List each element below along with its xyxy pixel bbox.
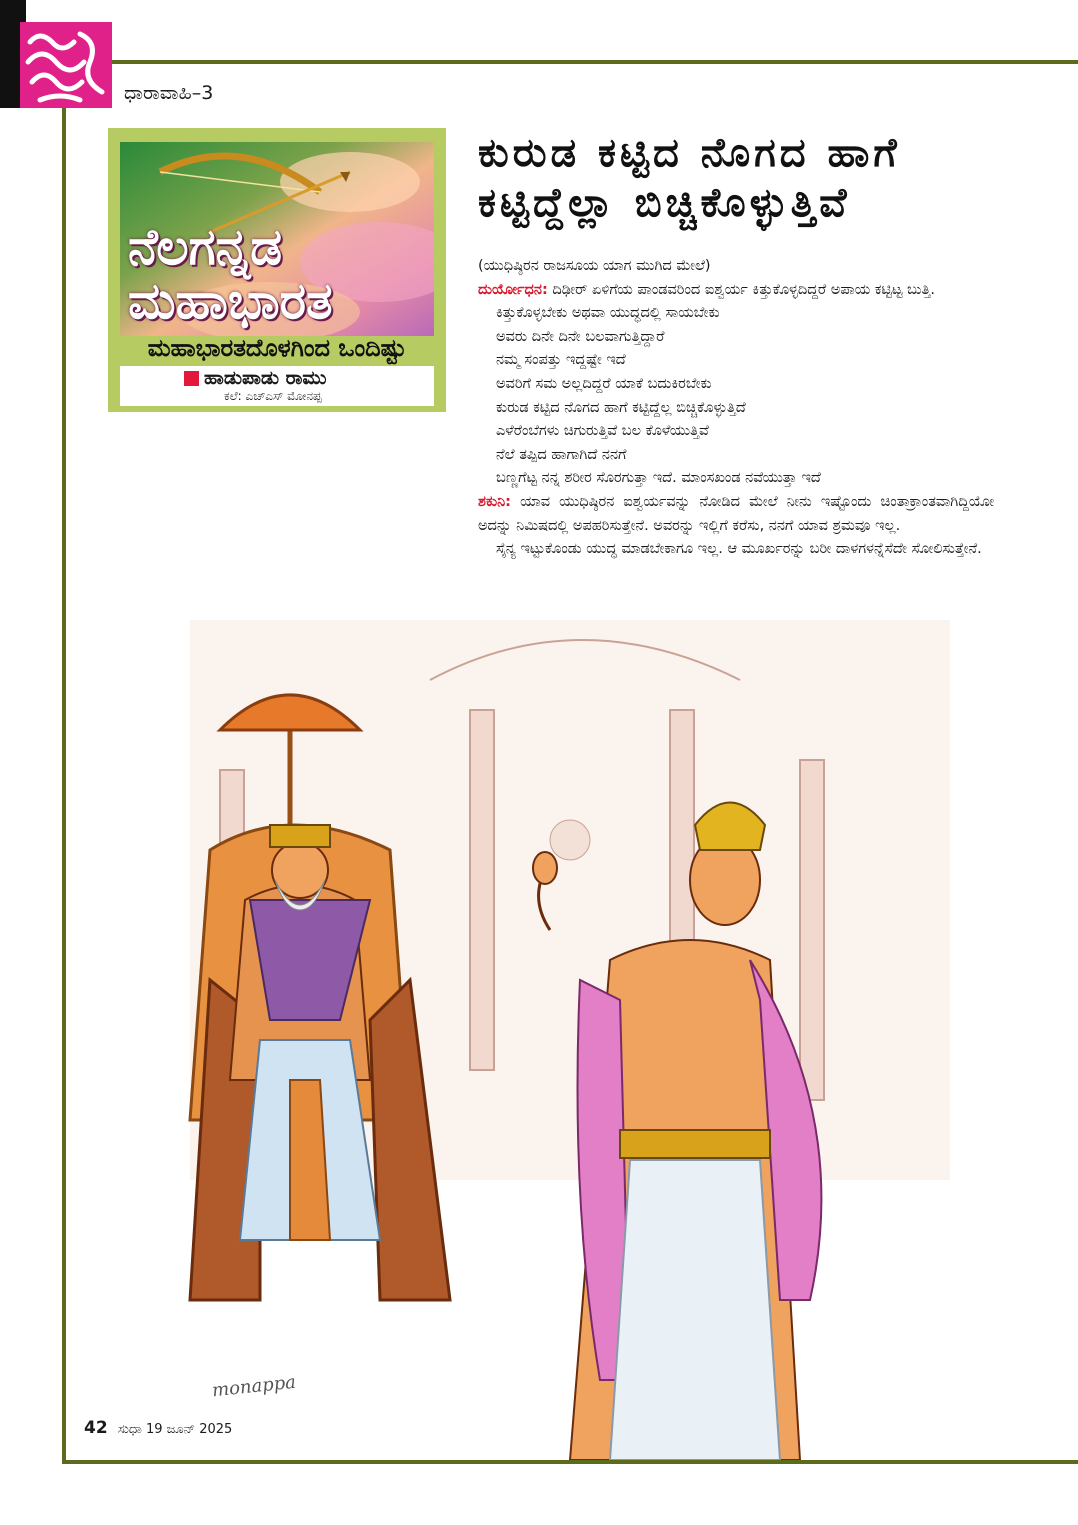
- scene-intro: (ಯುಧಿಷ್ಠಿರನ ರಾಜಸೂಯ ಯಾಗ ಮುಗಿದ ಮೇಲೆ): [478, 258, 711, 274]
- headline-line1: ಕುರುಡ ಕಟ್ಟಿದ ನೊಗದ ಹಾಗೆ: [478, 130, 901, 176]
- title-banner: [108, 128, 446, 412]
- speaker-duryodhana: ದುರ್ಯೋಧನ:: [478, 281, 548, 298]
- series-label: ಧಾರಾವಾಹಿ–3: [124, 82, 214, 104]
- series-title: [128, 217, 428, 330]
- bow-arrow-sky-image: [120, 142, 434, 336]
- artist-credit: ಕಲೆ: ಎಚ್‌ಎಸ್ ಮೋನಪ್ಪ: [224, 389, 322, 403]
- verse-line: ಕುರುಡ ಕಟ್ಟಿದ ನೊಗದ ಹಾಗೆ ಕಟ್ಟಿದ್ದೆಲ್ಲ ಬಿಚ್ಚಿಕೊಳ್ಳುತ್ತಿದೆ: [496, 399, 746, 416]
- court-illustration: [150, 600, 1050, 1460]
- series-title-line2: ಮಹಾಭಾರತ: [128, 271, 333, 330]
- verse-line: ನಮ್ಮ ಸಂಪತ್ತು ಇದ್ದಷ್ಟೇ ಇದೆ: [496, 352, 626, 369]
- author-credit: [120, 366, 434, 406]
- top-rule: [112, 60, 1078, 64]
- publication-info: ಸುಧಾ 19 ಜೂನ್ 2025: [117, 1422, 233, 1437]
- verse-line: ಅವರು ದಿನೇ ದಿನೇ ಬಲವಾಗುತ್ತಿದ್ದಾರೆ: [496, 328, 665, 345]
- verse-line: ಬಣ್ಣಗೆಟ್ಟ ನನ್ನ ಶರೀರ ಸೊರಗುತ್ತಾ ಇದೆ. ಮಾಂಸಖಂಡ ನವೆಯುತ್ತಾ ಇದೆ: [496, 470, 821, 487]
- series-logo-icon: [20, 22, 112, 108]
- author-marker-icon: [184, 371, 199, 386]
- page-number: 42: [84, 1418, 108, 1438]
- headline-line2: ಕಟ್ಟಿದ್ದೆಲ್ಲಾ ಬಿಚ್ಚಿಕೊಳ್ಳುತ್ತಿವೆ: [478, 180, 851, 226]
- closing-line: ಸೈನ್ಯ ಇಟ್ಟುಕೊಂಡು ಯುದ್ಧ ಮಾಡಬೇಕಾಗೂ ಇಲ್ಲ. ಆ ಮೂರ್ಖರನ್ನು ಬರೀ ದಾಳಗಳನ್ನೆಸೆದೇ ಸೋಲಿಸುತ್ತೇನೆ.: [496, 541, 982, 558]
- banner-subtitle: ಮಹಾಭಾರತದೊಳಗಿಂದ ಒಂದಿಷ್ಟು: [147, 334, 407, 362]
- headline: [478, 128, 1038, 228]
- speaker-shakuni: ಶಕುನಿ:: [478, 493, 511, 510]
- verse-line: ಎಳೆರೆಂಬೆಗಳು ಚಿಗುರುತ್ತಿವೆ ಬಲ ಕೊಳೆಯುತ್ತಿವೆ: [496, 423, 709, 440]
- shakuni-speech: [478, 491, 994, 538]
- bottom-rule: [62, 1460, 1078, 1464]
- artist-signature: monappa: [211, 1371, 297, 1402]
- verse-line: ನೆಲೆ ತಪ್ಪಿದ ಹಾಗಾಗಿದೆ ನನಗೆ: [496, 446, 627, 463]
- speech-text: ಯಾವ ಯುಧಿಷ್ಠಿರನ ಐಶ್ವರ್ಯವನ್ನು ನೋಡಿದ ಮೇಲೆ ನೀನು ಇಷ್ಟೊಂದು ಚಿಂತಾಕ್ರಾಂತವಾಗಿದ್ದಿಯೋ ಅದನ್ನು ನಿಮಿಷದಲ್ಲಿ ಅಪಹರಿಸುತ್ತೇನೆ. ಅವರನ್ನು ಇಲ್ಲಿಗೆ ಕರೆಸು, ನನಗೆ ಯಾವ ಶ್ರಮವೂ ಇಲ್ಲ.: [478, 493, 994, 534]
- verse-line: ಅವರಿಗೆ ಸಮ ಅಲ್ಲದಿದ್ದರೆ ಯಾಕೆ ಬದುಕಿರಬೇಕು: [496, 375, 712, 392]
- verse-line: ಕಿತ್ತುಕೊಳ್ಳಬೇಕು ಅಥವಾ ಯುದ್ಧದಲ್ಲಿ ಸಾಯಬೇಕು: [496, 305, 720, 322]
- left-rule: [62, 108, 66, 1464]
- article-body: [478, 255, 994, 562]
- page-footer: [84, 1418, 232, 1438]
- speech-text: ದಿಢೀರ್ ಏಳಿಗೆಯ ಪಾಂಡವರಿಂದ ಐಶ್ವರ್ಯ ಕಿತ್ತುಕೊಳ್ಳದಿದ್ದರೆ ಅಪಾಯ ಕಟ್ಟಿಟ್ಟ ಬುತ್ತಿ.: [547, 281, 936, 298]
- duryodhana-speech: [478, 279, 994, 303]
- author-name: ಹಾಡುಪಾಡು ರಾಮು: [204, 367, 327, 389]
- series-title-line1: ನೆಲಗನ್ನಡ: [128, 217, 283, 276]
